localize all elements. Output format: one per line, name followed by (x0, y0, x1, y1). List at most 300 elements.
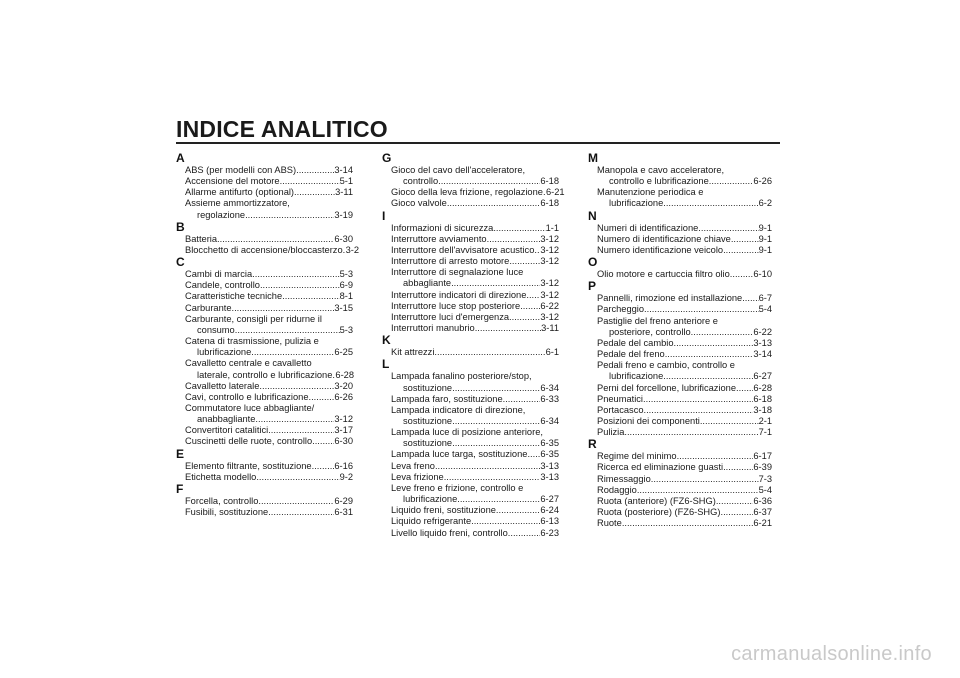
page-number: 6-27 (753, 371, 772, 382)
entry-text: Rodaggio (597, 484, 637, 495)
dot-leader (268, 425, 334, 436)
entry-line (597, 234, 772, 245)
dot-leader (720, 507, 753, 518)
entry-line (597, 405, 772, 416)
dot-leader (624, 427, 758, 438)
index-section-i (382, 210, 559, 335)
dot-leader (475, 323, 541, 334)
index-section-f (176, 483, 353, 518)
entry-text: Fusibili, sostituzione (185, 507, 269, 518)
index-entry (588, 187, 772, 209)
entry-line (597, 518, 772, 529)
dot-leader (251, 347, 334, 358)
entry-line (597, 187, 772, 198)
entry-line (391, 165, 559, 176)
page-number: 6-26 (334, 391, 353, 402)
entry-line (391, 301, 559, 312)
entry-text: Livello liquido freni, controllo (391, 527, 508, 538)
index-entry (176, 187, 353, 198)
entry-text: lubrificazione (609, 371, 664, 382)
page-number: 3-11 (335, 187, 353, 198)
section-letter: K (382, 333, 391, 348)
entry-text: Leva freno (391, 460, 435, 471)
entry-text: Interruttore dell'avvisatore acustico (391, 244, 535, 255)
page-number: 6-18 (753, 393, 772, 404)
entry-text: Elemento filtrante, sostituzione (185, 460, 312, 471)
entry-text: Ricerca ed eliminazione guasti (597, 462, 724, 473)
entry-text: Interruttori manubrio (391, 323, 475, 334)
dot-leader (509, 256, 540, 267)
entry-line (185, 336, 353, 347)
entry-line (597, 223, 772, 234)
page-number: 6-23 (540, 527, 559, 538)
entry-line (597, 462, 772, 473)
page-number: 6-33 (540, 393, 559, 404)
entry-text: Pneumatici (597, 393, 643, 404)
dot-leader (282, 291, 339, 302)
entry-line (597, 316, 772, 327)
entry-line (391, 516, 559, 527)
index-column-2 (382, 151, 565, 539)
entry-text: Caratteristiche tecniche (185, 291, 283, 302)
index-entry (176, 165, 353, 176)
section-letter: A (176, 151, 185, 165)
index-entry (588, 383, 772, 394)
entry-line (391, 416, 559, 427)
entry-text: Pedale del freno (597, 349, 665, 360)
page-number: 6-1 (545, 347, 559, 358)
index-entry (588, 451, 772, 462)
entry-text: Interruttore luce stop posteriore (391, 300, 521, 311)
entry-text: Parcheggio (597, 304, 645, 315)
page-number: 6-28 (753, 382, 772, 393)
page-number: 6-34 (540, 415, 559, 426)
entry-line (391, 405, 559, 416)
page-number: 6-36 (753, 495, 772, 506)
dot-leader (520, 301, 540, 312)
index-entry (176, 472, 353, 483)
dot-leader (444, 472, 541, 483)
page-number: 6-17 (753, 451, 772, 462)
index-entry (588, 223, 772, 234)
index-section-a (176, 152, 353, 221)
entry-text: lubrificazione (609, 198, 664, 209)
section-letter: E (176, 446, 185, 461)
index-section-g (382, 151, 565, 210)
entry-text: Carburante, consigli per ridurne il (185, 313, 322, 324)
index-section-n (588, 210, 772, 256)
index-entry (176, 436, 353, 447)
entry-text: Pannelli, rimozione ed installazione (597, 293, 743, 304)
dot-leader (716, 496, 754, 507)
index-entry (176, 496, 353, 507)
page-number: 3-12 (540, 311, 559, 322)
dot-leader (700, 416, 759, 427)
dot-leader (644, 405, 754, 416)
entry-text: Gioco della leva frizione, regolazione (391, 187, 543, 198)
page-number: 6-7 (758, 293, 772, 304)
entry-line (185, 370, 353, 381)
index-entry (176, 176, 353, 187)
index-entry (382, 405, 559, 427)
dot-leader (452, 383, 540, 394)
entry-line (391, 278, 559, 289)
index-entry (382, 301, 559, 312)
index-entry (588, 394, 772, 405)
dot-leader (709, 176, 754, 187)
dot-leader (435, 461, 540, 472)
entry-text: Rimessaggio (597, 473, 651, 484)
page-number: 3-17 (334, 425, 353, 436)
page-number: 6-35 (540, 438, 559, 449)
dot-leader (258, 496, 334, 507)
entry-text: Lampada fanalino posteriore/stop, (391, 371, 532, 382)
entry-text: Interruttore avviamento (391, 233, 487, 244)
entry-line (391, 528, 559, 539)
dot-leader (235, 325, 340, 336)
page-number: 6-22 (540, 300, 559, 311)
entry-line (391, 198, 559, 209)
index-entry (382, 472, 559, 483)
dot-leader (245, 210, 334, 221)
entry-line (185, 414, 353, 425)
dot-leader (217, 234, 334, 245)
index-entry (588, 416, 772, 427)
dot-leader (637, 485, 759, 496)
entry-line (185, 210, 353, 221)
dot-leader (496, 505, 540, 516)
entry-text: Forcella, controllo (185, 495, 259, 506)
page-number: 3-12 (540, 256, 559, 267)
page-number: 3-13 (753, 337, 772, 348)
entry-text: Pastiglie del freno anteriore e (597, 315, 718, 326)
entry-text: ABS (per modelli con ABS) (185, 165, 297, 175)
entry-line (185, 358, 353, 369)
title-rule (176, 142, 780, 144)
dot-leader (252, 269, 339, 280)
entry-text: Regime del minimo (597, 451, 677, 462)
entry-text: anabbagliante (197, 414, 256, 425)
entry-line (185, 347, 353, 358)
dot-leader (487, 234, 541, 245)
entry-text: controllo (403, 176, 439, 187)
page-number: 3-20 (334, 380, 353, 391)
page-number: 3-2 (345, 244, 360, 255)
index-entry (382, 187, 565, 198)
page-number: 6-9 (339, 280, 353, 291)
section-letter: F (176, 481, 184, 496)
index-entry (382, 528, 559, 539)
page-number: 3-18 (753, 404, 772, 415)
entry-line (391, 494, 559, 505)
page-number: 3-12 (540, 289, 559, 300)
index-entry (176, 280, 353, 291)
dot-leader (698, 223, 758, 234)
page-number: 9-2 (339, 471, 353, 482)
dot-leader (296, 165, 334, 176)
section-letter: B (176, 219, 185, 234)
index-column-1 (176, 151, 360, 518)
index-section-o (588, 256, 772, 280)
dot-leader (651, 474, 759, 485)
page-number: 3-19 (334, 209, 353, 220)
section-letter: O (588, 255, 598, 270)
dot-leader (509, 312, 540, 323)
entry-line (185, 314, 353, 325)
index-entry (176, 291, 353, 302)
dot-leader (438, 176, 540, 187)
entry-line (185, 187, 353, 198)
index-entry (176, 403, 353, 425)
dot-leader (643, 394, 753, 405)
page-number: 3-12 (540, 233, 559, 244)
dot-leader (663, 198, 758, 209)
page-number: 6-29 (334, 495, 353, 506)
page-number: 6-24 (540, 505, 559, 516)
index-entry (176, 314, 353, 336)
entry-line (391, 483, 559, 494)
entry-text: Portacasco (597, 404, 644, 415)
index-entry (588, 349, 772, 360)
index-entry (382, 449, 559, 460)
index-entry (588, 485, 772, 496)
entry-line (185, 198, 353, 209)
entry-line (391, 438, 559, 449)
entry-text: Blocchetto di accensione/bloccasterzo (185, 244, 343, 255)
dot-leader (663, 371, 753, 382)
entry-line (597, 427, 772, 438)
entry-line (391, 290, 559, 301)
entry-line (597, 269, 772, 280)
entry-line (391, 267, 559, 278)
entry-line (597, 349, 772, 360)
page-number: 5-3 (339, 269, 353, 280)
index-entry (382, 234, 559, 245)
entry-text: Numero identificazione veicolo (597, 244, 724, 255)
entry-text: Candele, controllo (185, 280, 260, 291)
index-section-r (588, 438, 772, 529)
entry-text: Commutatore luce abbagliante/ (185, 402, 315, 413)
dot-leader (691, 327, 754, 338)
entry-text: Batteria (185, 233, 218, 244)
index-entry (588, 245, 772, 256)
dot-leader (665, 349, 754, 360)
page-number: 3-11 (541, 323, 559, 334)
entry-text: lubrificazione (197, 347, 252, 358)
index-entry (176, 269, 353, 280)
page-number: 6-16 (334, 460, 353, 471)
entry-text: sostituzione (403, 415, 453, 426)
entry-text: Numero di identificazione chiave (597, 233, 731, 244)
entry-text: Gioco del cavo dell'acceleratore, (391, 165, 526, 175)
index-entry (176, 381, 353, 392)
entry-line (597, 176, 772, 187)
entry-line (185, 381, 353, 392)
dot-leader (723, 245, 758, 256)
page-number: 6-18 (540, 198, 559, 209)
entry-line (391, 312, 559, 323)
page-number: 3-13 (540, 471, 559, 482)
entry-text: Lampada indicatore di direzione, (391, 404, 526, 415)
page-number: 5-3 (339, 324, 353, 335)
entry-text: Leve freno e frizione, controllo e (391, 482, 524, 493)
page-number: 6-25 (334, 347, 353, 358)
entry-text: regolazione (197, 209, 246, 220)
page-number: 3-15 (334, 302, 353, 313)
page-number: 6-31 (334, 507, 353, 518)
page-title: INDICE ANALITICO (176, 116, 388, 142)
dot-leader (280, 176, 340, 187)
page-number: 3-12 (540, 244, 559, 255)
entry-line (597, 198, 772, 209)
dot-leader (736, 383, 753, 394)
index-entry (382, 165, 559, 187)
page-number: 6-13 (540, 516, 559, 527)
index-entry (588, 474, 772, 485)
entry-line (185, 303, 353, 314)
dot-leader (674, 338, 754, 349)
page-number: 6-30 (334, 436, 353, 447)
index-entry (588, 165, 772, 187)
entry-text: Lampada luce targa, sostituzione (391, 449, 528, 460)
page-number: 6-10 (753, 269, 772, 280)
entry-line (597, 416, 772, 427)
entry-text: Gioco valvole (391, 198, 447, 209)
dot-leader (447, 198, 541, 209)
entry-text: Cavi, controllo e lubrificazione (185, 391, 309, 402)
entry-text: Ruota (posteriore) (FZ6-SHG) (597, 507, 721, 518)
entry-line (597, 394, 772, 405)
index-entry (588, 507, 772, 518)
entry-line (391, 371, 559, 382)
page-number: 3-14 (334, 165, 353, 175)
dot-leader (622, 518, 754, 529)
entry-text: Allarme antifurto (optional) (185, 187, 295, 198)
index-entry (382, 505, 559, 516)
index-entry (588, 360, 772, 382)
index-entry (588, 304, 772, 315)
page-number: 6-34 (540, 382, 559, 393)
entry-text: Cavalletto centrale e cavalletto (185, 358, 312, 369)
index-entry (176, 336, 353, 358)
entry-text: Interruttore di segnalazione luce (391, 267, 524, 278)
index-entry (176, 425, 353, 436)
index-section-l (382, 358, 559, 538)
page-number: 1-1 (545, 222, 559, 233)
entry-line (391, 449, 559, 460)
dot-leader (268, 507, 334, 518)
index-section-k (382, 334, 559, 358)
entry-text: Informazioni di sicurezza (391, 222, 494, 233)
entry-line (391, 256, 559, 267)
page-number: 6-28 (335, 369, 355, 380)
entry-line (597, 338, 772, 349)
entry-text: Etichetta modello (185, 471, 257, 482)
index-entry (382, 312, 559, 323)
entry-text: Liquido refrigerante (391, 516, 472, 527)
entry-text: Numeri di identificazione (597, 222, 699, 233)
entry-line (391, 394, 559, 405)
page-number: 6-35 (540, 449, 559, 460)
dot-leader (309, 392, 335, 403)
entry-text: Manutenzione periodica e (597, 187, 704, 198)
entry-text: abbagliante (403, 278, 452, 289)
index-entry (176, 198, 353, 220)
entry-line (597, 360, 772, 371)
index-entry (382, 267, 559, 289)
dot-leader (731, 234, 759, 245)
index-section-c (176, 256, 353, 448)
page-number: 6-27 (540, 494, 559, 505)
entry-line (597, 327, 772, 338)
entry-line (391, 505, 559, 516)
section-letter: G (382, 151, 392, 165)
index-entry (382, 461, 559, 472)
entry-line (185, 436, 353, 447)
entry-text: Cuscinetti delle ruote, controllo (185, 436, 313, 447)
entry-line (391, 223, 559, 234)
index-entry (382, 394, 559, 405)
page-number: 7-3 (758, 473, 772, 484)
page-number: 9-1 (758, 222, 772, 233)
index-entry (382, 198, 559, 209)
section-letter: L (382, 357, 390, 372)
entry-line (391, 383, 559, 394)
entry-line (185, 269, 353, 280)
entry-line (391, 347, 559, 358)
entry-line (597, 371, 772, 382)
entry-line (597, 451, 772, 462)
dot-leader (256, 472, 339, 483)
page-number: 6-21 (753, 518, 772, 529)
index-section-m (588, 152, 772, 210)
index-section-p (588, 280, 772, 438)
index-entry (382, 256, 559, 267)
entry-text: Olio motore e cartuccia filtro olio (597, 269, 730, 280)
dot-leader (471, 516, 540, 527)
dot-leader (451, 278, 540, 289)
entry-text: Ruota (anteriore) (FZ6-SHG) (597, 495, 716, 506)
section-letter: R (588, 437, 597, 452)
entry-line (185, 291, 353, 302)
section-letter: C (176, 255, 185, 270)
entry-text: Carburante (185, 302, 232, 313)
page-number: 2-1 (758, 415, 772, 426)
dot-leader (312, 461, 335, 472)
dot-leader (508, 528, 541, 539)
page-number: 3-12 (540, 278, 559, 289)
page-number: 5-4 (758, 484, 772, 495)
index-entry (382, 290, 559, 301)
dot-leader (677, 451, 754, 462)
entry-text: Pulizia (597, 427, 625, 438)
entry-line (597, 485, 772, 496)
entry-text: Assieme ammortizzatore, (185, 198, 290, 209)
index-entry (382, 427, 559, 449)
entry-line (391, 176, 559, 187)
entry-text: Pedali freno e cambio, controllo e (597, 360, 735, 371)
dot-leader (255, 414, 334, 425)
entry-line (391, 461, 559, 472)
entry-line (597, 507, 772, 518)
page-number: 9-1 (758, 233, 772, 244)
entry-line (597, 496, 772, 507)
entry-line (391, 323, 559, 334)
dot-leader (723, 462, 753, 473)
index-section-b (176, 219, 360, 256)
entry-text: laterale, controllo e lubrificazione (197, 369, 333, 380)
dot-leader (457, 494, 540, 505)
